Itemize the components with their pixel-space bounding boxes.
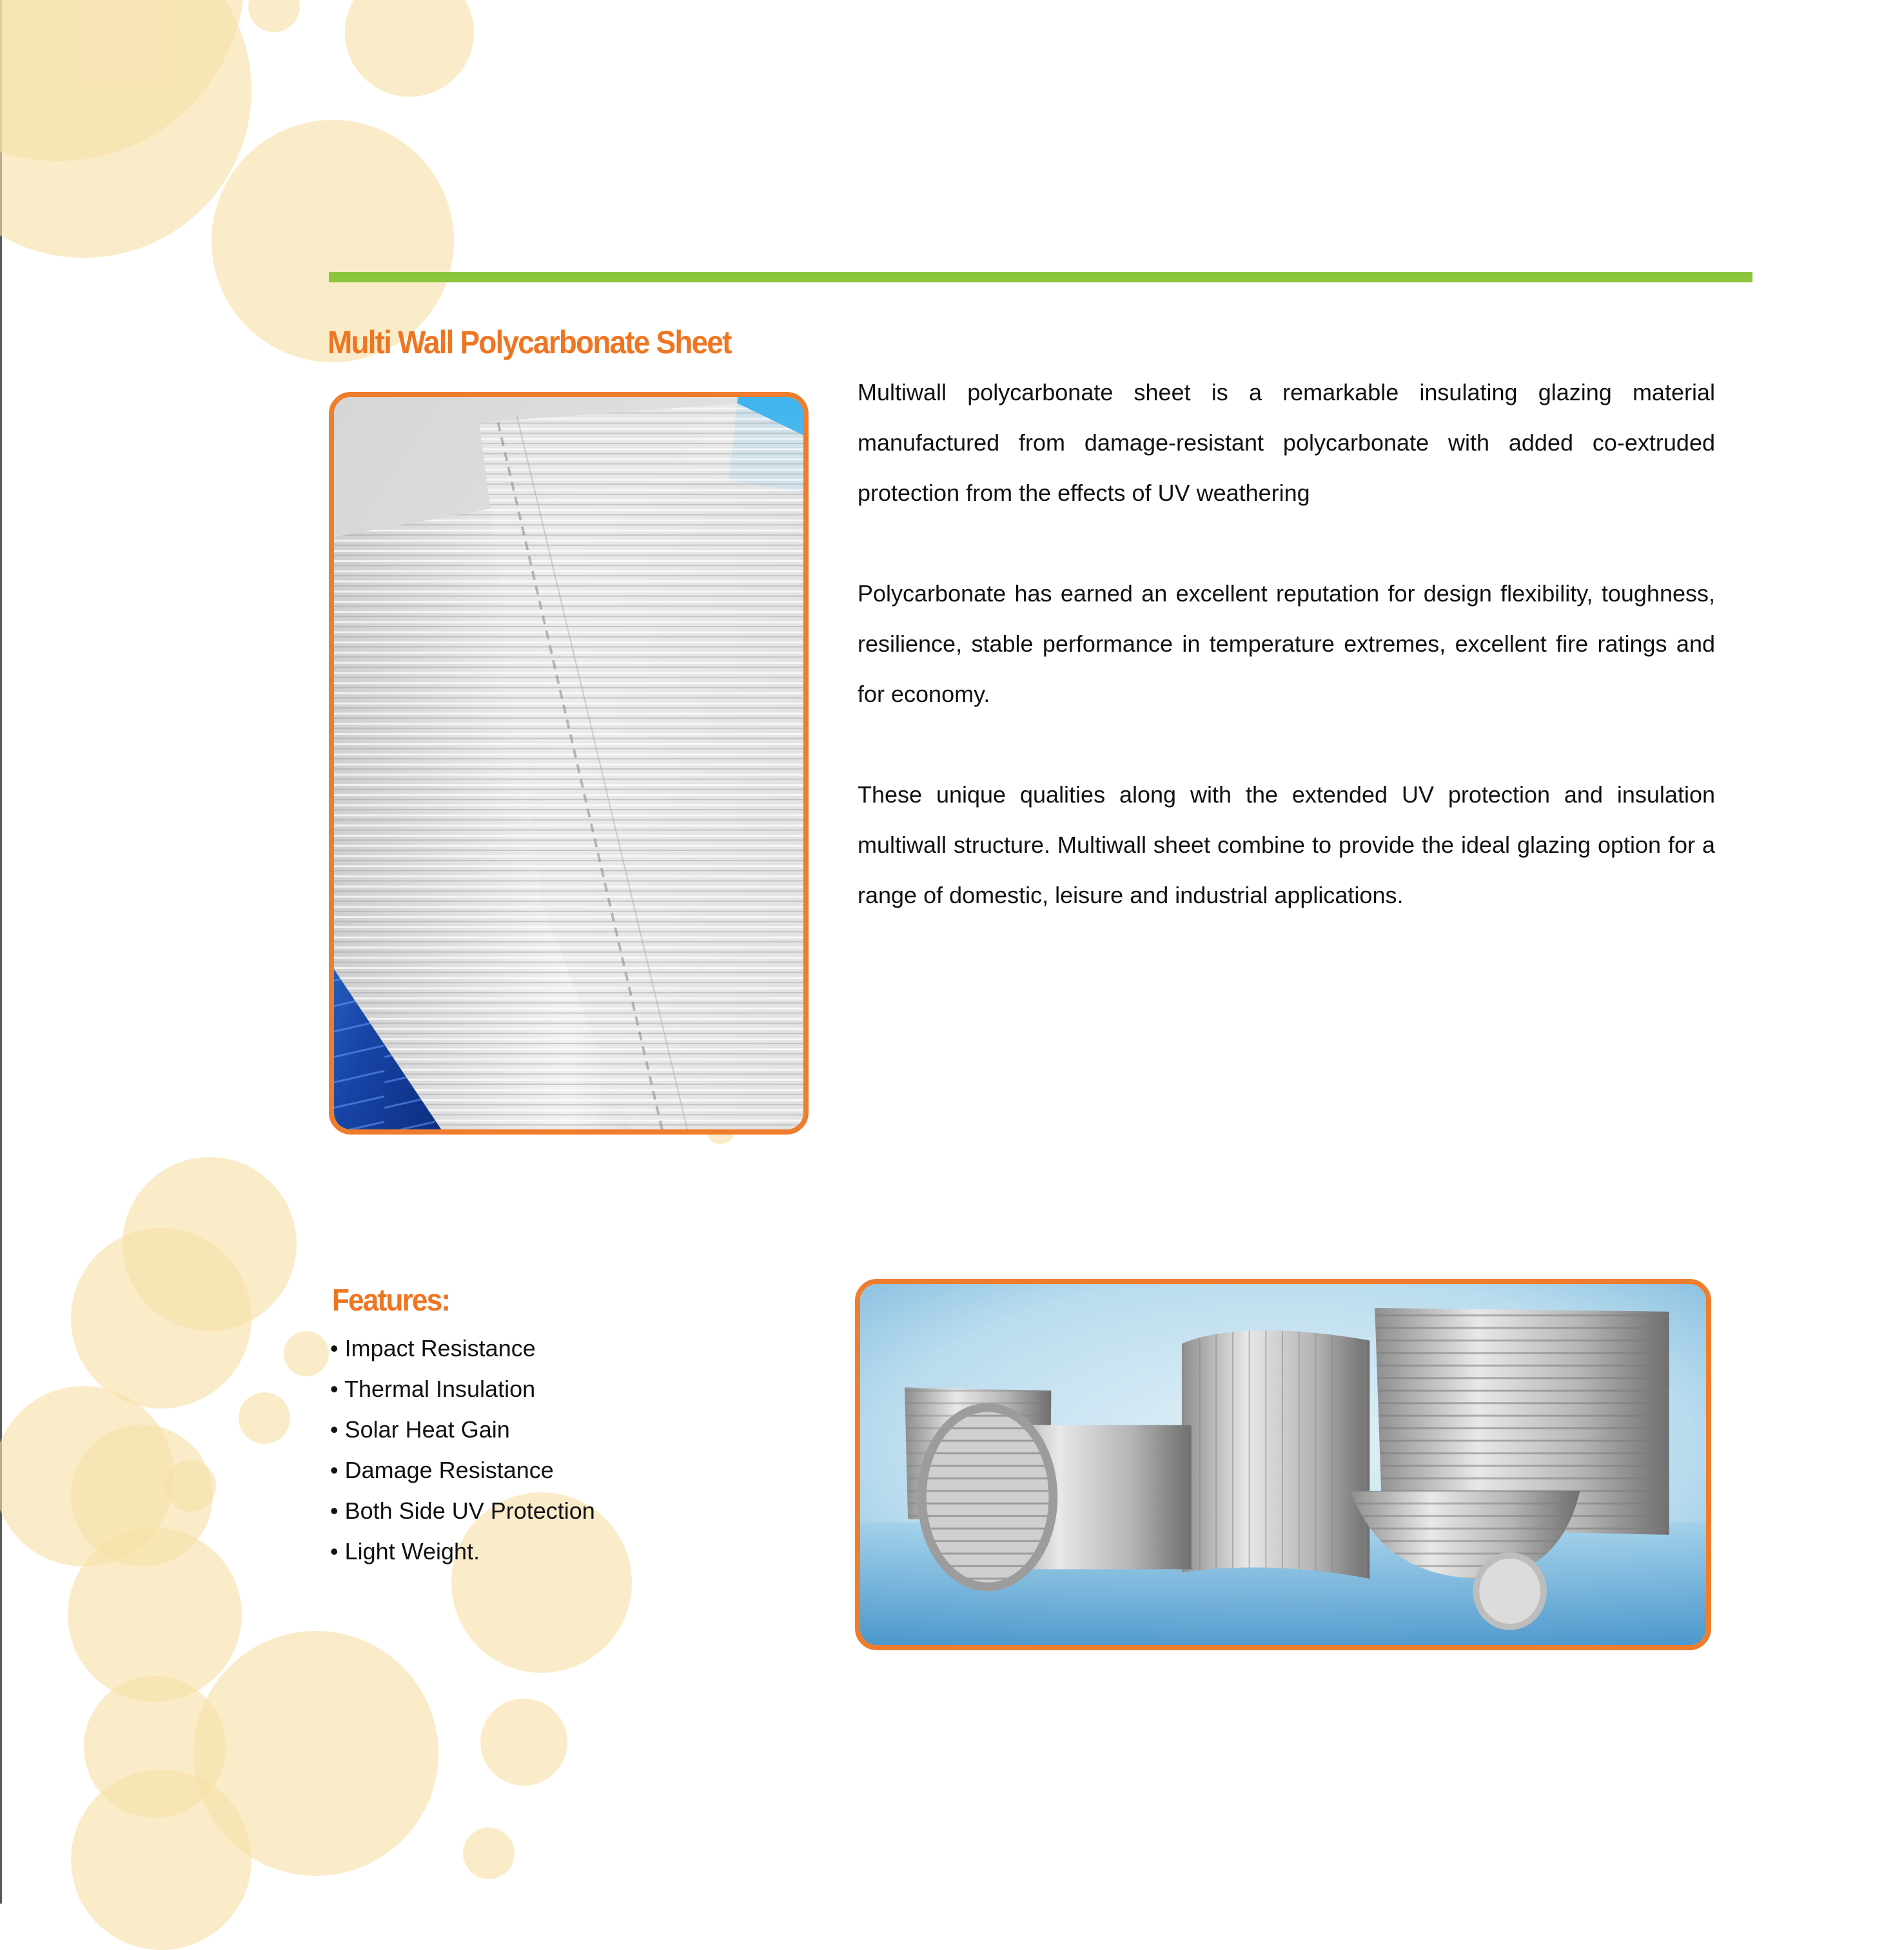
- feature-item: • Thermal Insulation: [330, 1369, 595, 1409]
- features-list: [330, 1328, 595, 1572]
- features-title: Features:: [332, 1283, 450, 1318]
- feature-item: • Both Side UV Protection: [330, 1490, 595, 1531]
- description-paragraph: Multiwall polycarbonate sheet is a remarkable insulating glazing material manufactured from damage-resistant polycarbonate with added co-extruded protection from the effects of UV weathering: [858, 379, 1715, 506]
- feature-item: • Solar Heat Gain: [330, 1409, 595, 1450]
- polycarbonate-sheet-photo: [329, 392, 809, 1135]
- description-paragraph: These unique qualities along with the extended UV protection and insulation multiwall structure. Multiwall sheet combine to provide the ideal glazing option for a range of domestic, leisure and industrial applications.: [858, 781, 1715, 908]
- header-rule: [329, 272, 1752, 282]
- feature-item: • Impact Resistance: [330, 1328, 595, 1369]
- page-left-edge: [0, 0, 2, 1904]
- honeycomb-panels-photo: [855, 1279, 1711, 1650]
- feature-item: • Light Weight.: [330, 1531, 595, 1572]
- description: [858, 367, 1715, 971]
- description-paragraph: Polycarbonate has earned an excellent reputation for design flexibility, toughness, resilience, stable performance in temperature extremes, excellent fire ratings and for economy.: [858, 580, 1715, 707]
- page-title: Multi Wall Polycarbonate Sheet: [328, 324, 731, 360]
- feature-item: • Damage Resistance: [330, 1450, 595, 1490]
